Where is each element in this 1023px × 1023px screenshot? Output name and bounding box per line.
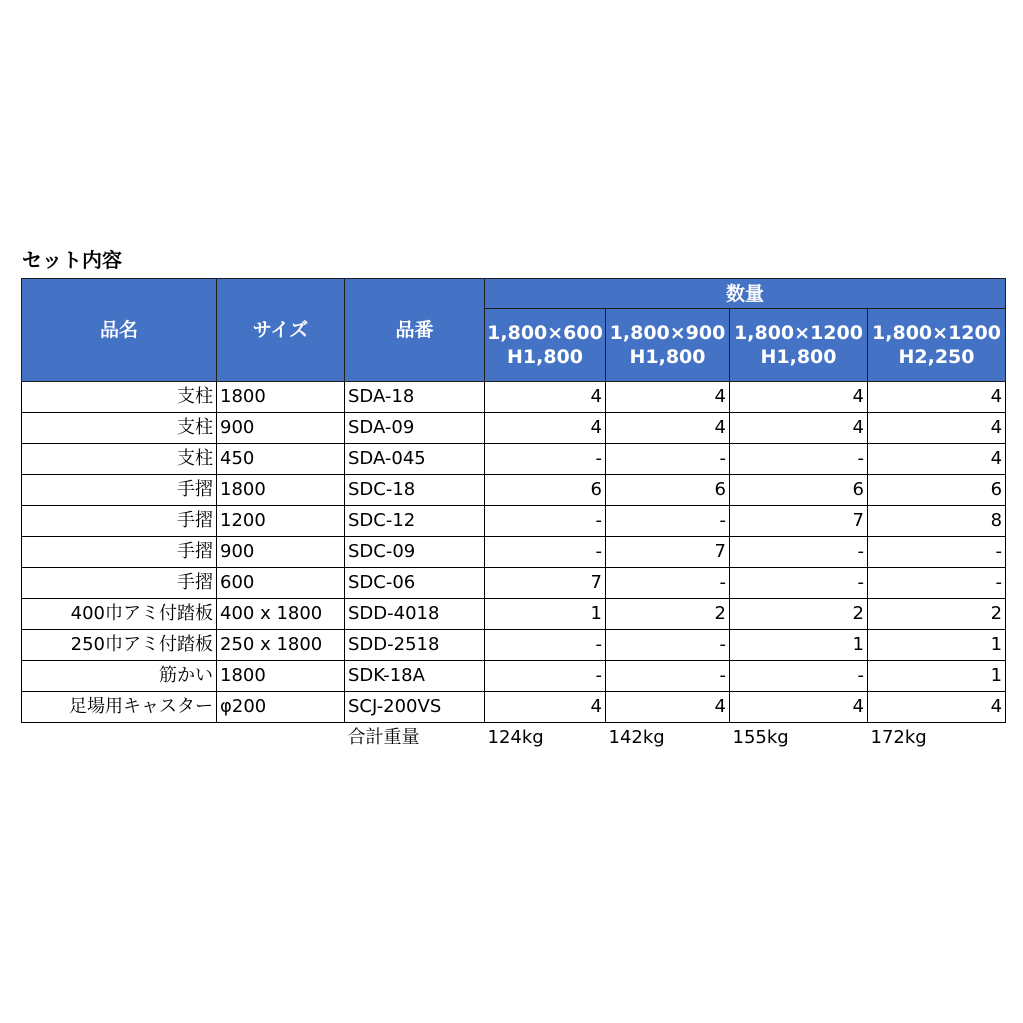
cell-quantity: 4 bbox=[485, 413, 606, 444]
cell-quantity: 4 bbox=[485, 692, 606, 723]
total-weight-value: 155kg bbox=[732, 727, 789, 748]
cell-item-name: 手摺 bbox=[22, 568, 217, 599]
config-dims: 1,800×1200 bbox=[872, 322, 1001, 344]
cell-quantity: 4 bbox=[730, 692, 868, 723]
table-row bbox=[22, 661, 1006, 692]
cell-quantity: 6 bbox=[868, 475, 1006, 506]
cell-part-number: SDK-18A bbox=[345, 661, 485, 692]
cell-quantity: - bbox=[730, 537, 868, 568]
table-row bbox=[22, 692, 1006, 723]
cell-quantity: 4 bbox=[868, 444, 1006, 475]
table-row bbox=[22, 599, 1006, 630]
config-height: H1,800 bbox=[507, 346, 583, 368]
table-row bbox=[22, 630, 1006, 661]
cell-quantity: 1 bbox=[868, 661, 1006, 692]
cell-size: 1800 bbox=[217, 475, 345, 506]
cell-quantity: - bbox=[730, 444, 868, 475]
cell-part-number: SDA-18 bbox=[345, 382, 485, 413]
cell-quantity: 1 bbox=[485, 599, 606, 630]
header-config-3 bbox=[730, 309, 868, 382]
cell-size: 900 bbox=[217, 413, 345, 444]
cell-quantity: 4 bbox=[730, 382, 868, 413]
cell-quantity: 7 bbox=[485, 568, 606, 599]
cell-quantity: 2 bbox=[868, 599, 1006, 630]
header-size: サイズ bbox=[217, 279, 345, 382]
cell-quantity: - bbox=[606, 506, 730, 537]
cell-quantity: 8 bbox=[868, 506, 1006, 537]
cell-quantity: 1 bbox=[868, 630, 1006, 661]
set-contents-table bbox=[21, 278, 1006, 753]
cell-part-number: SDD-4018 bbox=[345, 599, 485, 630]
cell-size: 400 x 1800 bbox=[217, 599, 345, 630]
cell-size: 1800 bbox=[217, 382, 345, 413]
table-row bbox=[22, 506, 1006, 537]
cell-item-name: 支柱 bbox=[22, 413, 217, 444]
cell-item-name: 250巾アミ付踏板 bbox=[22, 630, 217, 661]
cell-size: 250 x 1800 bbox=[217, 630, 345, 661]
header-name: 品名 bbox=[22, 279, 217, 382]
cell-quantity: - bbox=[606, 630, 730, 661]
cell-quantity: 4 bbox=[606, 692, 730, 723]
cell-part-number: SDC-09 bbox=[345, 537, 485, 568]
table-row bbox=[22, 537, 1006, 568]
cell-item-name: 足場用キャスター bbox=[22, 692, 217, 723]
total-weight-value: 172kg bbox=[870, 727, 927, 748]
cell-quantity: - bbox=[606, 444, 730, 475]
cell-quantity: 6 bbox=[606, 475, 730, 506]
cell-quantity: - bbox=[868, 537, 1006, 568]
cell-quantity: 6 bbox=[485, 475, 606, 506]
cell-quantity: - bbox=[606, 661, 730, 692]
cell-item-name: 手摺 bbox=[22, 475, 217, 506]
cell-part-number: SDC-18 bbox=[345, 475, 485, 506]
cell-quantity: - bbox=[730, 568, 868, 599]
cell-part-number: SDC-12 bbox=[345, 506, 485, 537]
config-height: H1,800 bbox=[760, 346, 837, 368]
config-dims: 1,800×600 bbox=[487, 322, 603, 344]
table-row bbox=[22, 444, 1006, 475]
header-quantity: 数量 bbox=[485, 279, 1006, 309]
cell-quantity: 4 bbox=[868, 692, 1006, 723]
cell-quantity: - bbox=[485, 630, 606, 661]
cell-item-name: 支柱 bbox=[22, 382, 217, 413]
cell-quantity: 7 bbox=[606, 537, 730, 568]
empty-cell bbox=[217, 723, 345, 754]
cell-part-number: SDD-2518 bbox=[345, 630, 485, 661]
empty-cell bbox=[22, 723, 217, 754]
cell-quantity: - bbox=[485, 537, 606, 568]
total-weight-value: 124kg bbox=[487, 727, 544, 748]
cell-quantity: 2 bbox=[606, 599, 730, 630]
cell-size: 1800 bbox=[217, 661, 345, 692]
table-row bbox=[22, 568, 1006, 599]
cell-quantity: - bbox=[868, 568, 1006, 599]
cell-size: 450 bbox=[217, 444, 345, 475]
cell-part-number: SDA-045 bbox=[345, 444, 485, 475]
cell-size: 1200 bbox=[217, 506, 345, 537]
cell-item-name: 支柱 bbox=[22, 444, 217, 475]
table-row bbox=[22, 382, 1006, 413]
cell-item-name: 400巾アミ付踏板 bbox=[22, 599, 217, 630]
cell-item-name: 筋かい bbox=[22, 661, 217, 692]
cell-quantity: 4 bbox=[606, 413, 730, 444]
cell-quantity: 7 bbox=[730, 506, 868, 537]
cell-quantity: - bbox=[485, 661, 606, 692]
cell-part-number: SDC-06 bbox=[345, 568, 485, 599]
cell-quantity: 2 bbox=[730, 599, 868, 630]
cell-size: 600 bbox=[217, 568, 345, 599]
cell-size: 900 bbox=[217, 537, 345, 568]
table-body bbox=[22, 382, 1006, 754]
cell-quantity: - bbox=[730, 661, 868, 692]
header-config-1 bbox=[485, 309, 606, 382]
total-weight-value: 142kg bbox=[608, 727, 665, 748]
cell-part-number: SDA-09 bbox=[345, 413, 485, 444]
cell-quantity: - bbox=[485, 444, 606, 475]
cell-quantity: 6 bbox=[730, 475, 868, 506]
section-title: セット内容 bbox=[22, 248, 122, 272]
cell-quantity: 4 bbox=[606, 382, 730, 413]
config-height: H1,800 bbox=[629, 346, 706, 368]
cell-quantity: - bbox=[606, 568, 730, 599]
cell-size: φ200 bbox=[217, 692, 345, 723]
table-row bbox=[22, 475, 1006, 506]
cell-item-name: 手摺 bbox=[22, 537, 217, 568]
cell-item-name: 手摺 bbox=[22, 506, 217, 537]
total-weight-row bbox=[22, 723, 1006, 754]
total-weight-label: 合計重量 bbox=[347, 727, 420, 748]
cell-quantity: 4 bbox=[730, 413, 868, 444]
cell-quantity: 4 bbox=[485, 382, 606, 413]
config-dims: 1,800×1200 bbox=[734, 322, 863, 344]
cell-quantity: 4 bbox=[868, 413, 1006, 444]
cell-quantity: - bbox=[485, 506, 606, 537]
cell-quantity: 4 bbox=[868, 382, 1006, 413]
header-config-2 bbox=[606, 309, 730, 382]
cell-quantity: 1 bbox=[730, 630, 868, 661]
config-height: H2,250 bbox=[898, 346, 975, 368]
header-config-4 bbox=[868, 309, 1006, 382]
header-code: 品番 bbox=[345, 279, 485, 382]
cell-part-number: SCJ-200VS bbox=[345, 692, 485, 723]
table-row bbox=[22, 413, 1006, 444]
config-dims: 1,800×900 bbox=[609, 322, 726, 344]
